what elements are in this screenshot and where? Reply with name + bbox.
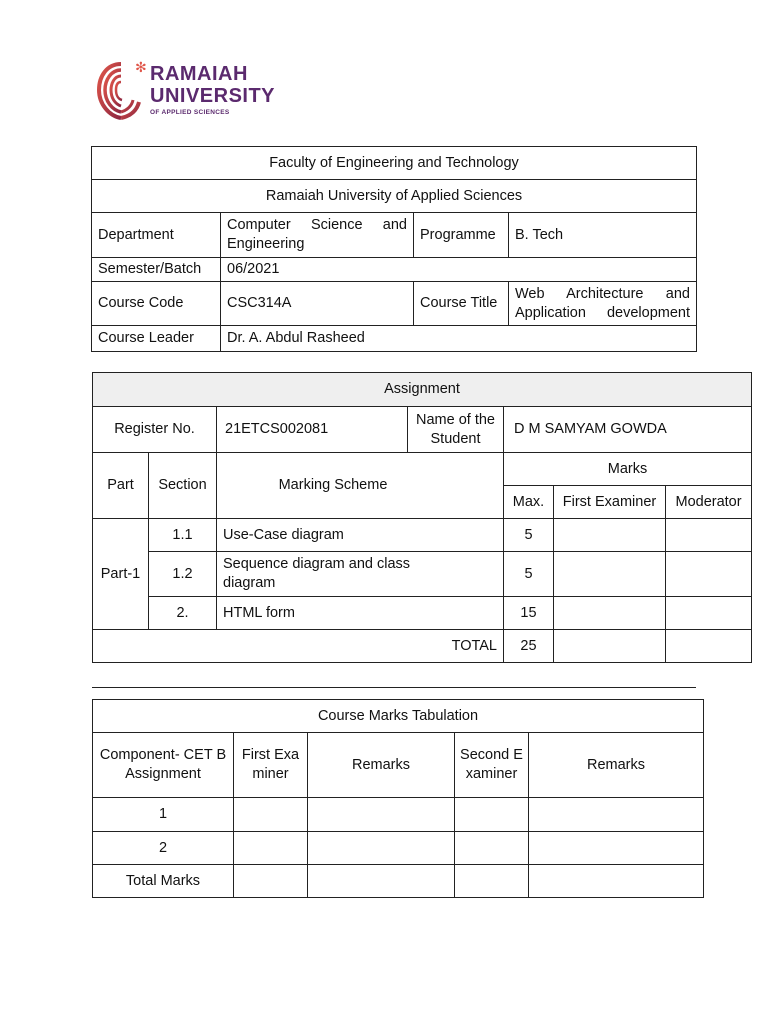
row-section: 1.1	[149, 519, 217, 552]
col-max-header: Max.	[504, 486, 554, 519]
row-max: 5	[504, 552, 554, 597]
course-code-value: CSC314A	[221, 282, 414, 326]
col-moderator-header: Moderator	[666, 486, 752, 519]
row-first-examiner-cell[interactable]	[554, 552, 666, 597]
programme-label: Programme	[414, 213, 509, 258]
table-row	[93, 832, 704, 865]
assignment-title: Assignment	[93, 373, 752, 407]
divider	[92, 687, 696, 688]
total-first-examiner-cell[interactable]	[554, 630, 666, 663]
second-examiner-cell[interactable]	[455, 798, 529, 832]
row-scheme: HTML form	[217, 597, 504, 630]
assignment-table	[92, 372, 752, 663]
second-examiner-cell[interactable]	[455, 865, 529, 898]
col-remarks-header: Remarks	[308, 733, 455, 798]
row-section: 1.2	[149, 552, 217, 597]
row-component: 1	[93, 798, 234, 832]
logo-university: UNIVERSITY	[150, 85, 276, 107]
col-first-examiner-header: First Examiner	[554, 486, 666, 519]
row-component: 2	[93, 832, 234, 865]
col-component-header: Component- CET B Assignment	[93, 733, 234, 798]
row-moderator-cell[interactable]	[666, 519, 752, 552]
part-name: Part-1	[93, 519, 149, 630]
col-second-examiner-header: Second Examiner	[455, 733, 529, 798]
row-moderator-cell[interactable]	[666, 597, 752, 630]
course-code-label: Course Code	[92, 282, 221, 326]
remarks-cell[interactable]	[529, 865, 704, 898]
row-section: 2.	[149, 597, 217, 630]
logo-emblem-icon	[95, 58, 147, 122]
col-marks-header: Marks	[504, 453, 752, 486]
remarks-cell[interactable]	[308, 832, 455, 865]
col-first-examiner-header: First Examiner	[234, 733, 308, 798]
second-examiner-cell[interactable]	[455, 832, 529, 865]
first-examiner-cell[interactable]	[234, 798, 308, 832]
col-section-header: Section	[149, 453, 217, 519]
table-row	[93, 552, 752, 597]
remarks-cell[interactable]	[308, 798, 455, 832]
table-row	[93, 597, 752, 630]
register-value: 21ETCS002081	[225, 421, 329, 438]
department-label: Department	[92, 213, 221, 258]
col-remarks-header: Remarks	[529, 733, 704, 798]
svg-text:✻: ✻	[135, 60, 147, 76]
col-scheme-header: Marking Scheme	[217, 453, 504, 519]
logo-name: RAMAIAH	[150, 63, 248, 85]
table-row	[93, 519, 752, 552]
course-title-label: Course Title	[414, 282, 509, 326]
remarks-cell[interactable]	[529, 832, 704, 865]
department-value: Computer Science and Engineering	[221, 213, 414, 258]
programme-value: B. Tech	[509, 213, 697, 258]
row-max: 15	[504, 597, 554, 630]
table-row	[93, 865, 704, 898]
course-leader-label: Course Leader	[92, 326, 221, 352]
row-first-examiner-cell[interactable]	[554, 519, 666, 552]
row-first-examiner-cell[interactable]	[554, 597, 666, 630]
table-row	[93, 798, 704, 832]
remarks-cell[interactable]	[529, 798, 704, 832]
row-moderator-cell[interactable]	[666, 552, 752, 597]
col-part-header: Part	[93, 453, 149, 519]
row-max: 5	[504, 519, 554, 552]
university-logo	[95, 58, 295, 122]
student-name-value: D M SAMYAM GOWDA	[504, 407, 752, 453]
course-leader-value: Dr. A. Abdul Rasheed	[221, 326, 697, 352]
semester-label: Semester/Batch	[92, 258, 221, 282]
faculty-name: Faculty of Engineering and Technology	[92, 147, 697, 180]
first-examiner-cell[interactable]	[234, 832, 308, 865]
register-label: Register No.	[93, 407, 217, 453]
total-value: 25	[504, 630, 554, 663]
tabulation-title: Course Marks Tabulation	[93, 700, 704, 733]
total-moderator-cell[interactable]	[666, 630, 752, 663]
university-name: Ramaiah University of Applied Sciences	[92, 180, 697, 213]
remarks-cell[interactable]	[308, 865, 455, 898]
course-title-value: Web Architecture and Application development	[509, 282, 697, 326]
logo-subtitle: OF APPLIED SCIENCES	[150, 109, 230, 116]
marks-tabulation-table	[92, 699, 704, 898]
name-label: Name of the Student	[407, 407, 503, 452]
row-scheme: Use-Case diagram	[217, 519, 504, 552]
first-examiner-cell[interactable]	[234, 865, 308, 898]
total-label: TOTAL	[93, 630, 504, 663]
semester-value: 06/2021	[221, 258, 697, 282]
course-info-table	[91, 146, 697, 352]
row-component: Total Marks	[93, 865, 234, 898]
row-scheme: Sequence diagram and class diagram	[217, 552, 504, 597]
